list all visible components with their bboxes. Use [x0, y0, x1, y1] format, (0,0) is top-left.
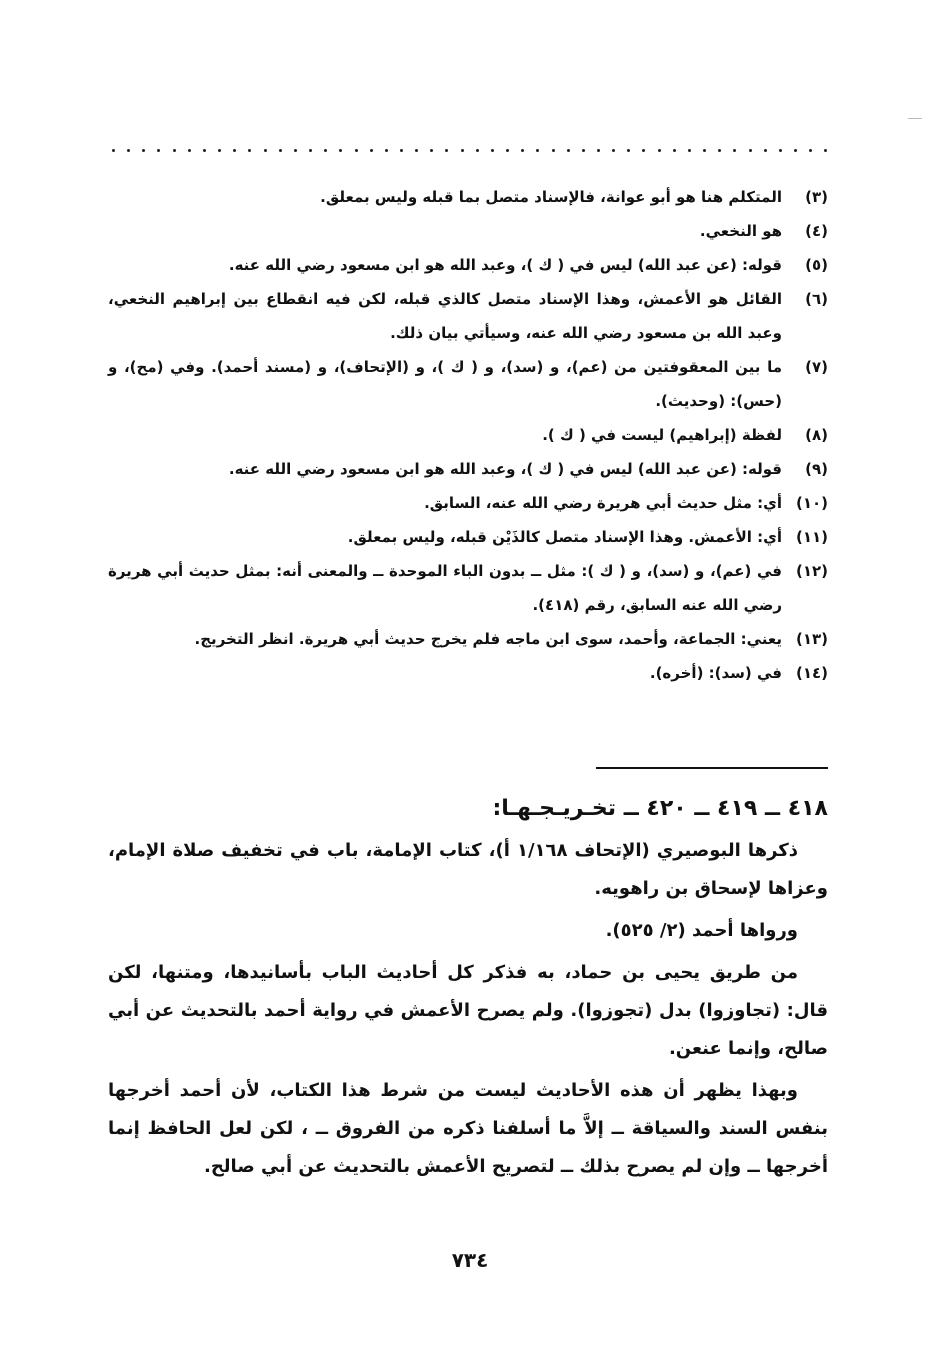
- footnote-number: (٨): [805, 426, 828, 444]
- separator-dot: [188, 149, 191, 152]
- separator-dot: [385, 149, 388, 152]
- separator-dot: [718, 149, 721, 152]
- footnote: [108, 554, 828, 622]
- footnote: [108, 418, 828, 452]
- footnote-text: في (سد): (أخره).: [649, 664, 782, 682]
- separator-dot: [142, 149, 145, 152]
- separator-dot: [627, 149, 630, 152]
- footnote: [108, 486, 828, 520]
- footnote-number: (٥): [805, 256, 828, 274]
- separator-dot: [157, 149, 160, 152]
- separator-dot: [536, 149, 539, 152]
- footnote-number: (١٣): [795, 630, 828, 648]
- footnote-number: (١٠): [795, 494, 828, 512]
- footnote-text: لفظة (إبراهيم) ليست في ( ك ).: [542, 426, 782, 444]
- separator-dot: [127, 149, 130, 152]
- footnote-text: أي: مثل حديث أبي هريرة رضي الله عنه، السابق.: [424, 494, 782, 512]
- footnote-number: (١٤): [795, 664, 828, 682]
- separator-dot: [673, 149, 676, 152]
- paragraph: ورواها أحمد (٢/ ٥٢٥).: [605, 920, 798, 941]
- separator-dot: [233, 149, 236, 152]
- footnote-text: في (عم)، و (سد)، و ( ك ): مثل ــ بدون الباء الموحدة ــ والمعنى أنه: بمثل حديث أبي هريرة رضي الله عنه السابق، رقم (٤١٨).: [108, 562, 782, 614]
- separator-dot: [688, 149, 691, 152]
- footnote-number: (٤): [805, 222, 828, 240]
- footnote: [108, 520, 828, 554]
- section-heading: ٤١٨ ــ ٤١٩ ــ ٤٢٠ ــ تخـريـجـهـا:: [492, 796, 828, 821]
- separator-dot: [703, 149, 706, 152]
- footnote-text: القائل هو الأعمش، وهذا الإسناد متصل كالذي قبله، لكن فيه انقطاع بين إبراهيم النخعي، وعبد الله بن مسعود رضي الله عنه، وسيأتي بيان ذلك.: [108, 290, 782, 342]
- separator-dot: [824, 149, 827, 152]
- footnote-number: (٧): [805, 358, 828, 376]
- footnote: [108, 248, 828, 282]
- separator-dot: [476, 149, 479, 152]
- dotted-separator: [112, 146, 828, 154]
- separator-dot: [112, 149, 115, 152]
- separator-dot: [339, 149, 342, 152]
- separator-dot: [415, 149, 418, 152]
- separator-dot: [264, 149, 267, 152]
- footnote-number: (٦): [805, 290, 828, 308]
- main-text: [108, 832, 828, 1190]
- separator-dot: [248, 149, 251, 152]
- footnote-text: قوله: (عن عبد الله) ليس في ( ك )، وعبد الله هو ابن مسعود رضي الله عنه.: [228, 256, 782, 274]
- footnotes: [108, 180, 828, 690]
- paragraph: ذكرها البوصيري (الإتحاف ١/١٦٨ أ)، كتاب الإمامة، باب في تخفيف صلاة الإمام، وعزاها لإسحاق بن راهويه.: [108, 840, 828, 899]
- footnote: [108, 350, 828, 418]
- footnote-number: (١١): [795, 528, 828, 546]
- separator-dot: [552, 149, 555, 152]
- separator-dot: [567, 149, 570, 152]
- section-separator-line: [596, 767, 828, 769]
- separator-dot: [779, 149, 782, 152]
- footnote: [108, 282, 828, 350]
- footnote-text: ما بين المعقوفتين من (عم)، و (سد)، و ( ك )، و (الإتحاف)، و (مسند أحمد). وفي (مح)، و (حس): (وحديث).: [108, 358, 782, 410]
- separator-dot: [445, 149, 448, 152]
- footnote-text: قوله: (عن عبد الله) ليس في ( ك )، وعبد الله هو ابن مسعود رضي الله عنه.: [228, 460, 782, 478]
- separator-dot: [764, 149, 767, 152]
- separator-dot: [749, 149, 752, 152]
- footnote: [108, 622, 828, 656]
- footnote-number: (٣): [805, 188, 828, 206]
- footnote-text: هو النخعي.: [699, 222, 782, 240]
- separator-dot: [506, 149, 509, 152]
- footnote-text: المتكلم هنا هو أبو عوانة، فالإسناد متصل بما قبله وليس بمعلق.: [320, 188, 782, 206]
- separator-dot: [491, 149, 494, 152]
- footnote-text: أي: الأعمش. وهذا الإسناد متصل كالذَيْن قبله، وليس بمعلق.: [347, 528, 782, 546]
- footnote: [108, 180, 828, 214]
- footnote-number: (٩): [805, 460, 828, 478]
- footnote: [108, 214, 828, 248]
- separator-dot: [794, 149, 797, 152]
- separator-dot: [582, 149, 585, 152]
- margin-mark: [908, 118, 922, 119]
- separator-dot: [218, 149, 221, 152]
- separator-dot: [597, 149, 600, 152]
- separator-dot: [430, 149, 433, 152]
- separator-dot: [733, 149, 736, 152]
- separator-dot: [324, 149, 327, 152]
- separator-dot: [309, 149, 312, 152]
- separator-dot: [370, 149, 373, 152]
- separator-dot: [355, 149, 358, 152]
- separator-dot: [461, 149, 464, 152]
- separator-dot: [521, 149, 524, 152]
- page-number: ٧٣٤: [451, 1248, 489, 1272]
- separator-dot: [173, 149, 176, 152]
- footnote-number: (١٢): [795, 562, 828, 580]
- separator-dot: [294, 149, 297, 152]
- separator-dot: [809, 149, 812, 152]
- separator-dot: [658, 149, 661, 152]
- separator-dot: [612, 149, 615, 152]
- footnote-text: يعني: الجماعة، وأحمد، سوى ابن ماجه فلم يخرج حديث أبي هريرة. انظر التخريج.: [194, 630, 782, 648]
- paragraph: من طريق يحيى بن حماد، به فذكر كل أحاديث الباب بأسانيدها، ومتنها، لكن قال: (تجاوزوا) بدل (تجوزوا). ولم يصرح الأعمش في رواية أحمد بالتحديث عن أبي صالح، وإنما عنعن.: [108, 962, 828, 1059]
- footnote: [108, 452, 828, 486]
- separator-dot: [279, 149, 282, 152]
- separator-dot: [203, 149, 206, 152]
- paragraph: وبهذا يظهر أن هذه الأحاديث ليست من شرط هذا الكتاب، لأن أحمد أخرجها بنفس السند والسياقة ــ إلاَّ ما أسلفنا ذكره من الفروق ــ ، لكن لعل الحافظ إنما أخرجها ــ وإن لم يصرح بذلك ــ لتصريح الأعمش بالتحديث عن أبي صالح.: [108, 1080, 828, 1177]
- separator-dot: [400, 149, 403, 152]
- footnote: [108, 656, 828, 690]
- separator-dot: [642, 149, 645, 152]
